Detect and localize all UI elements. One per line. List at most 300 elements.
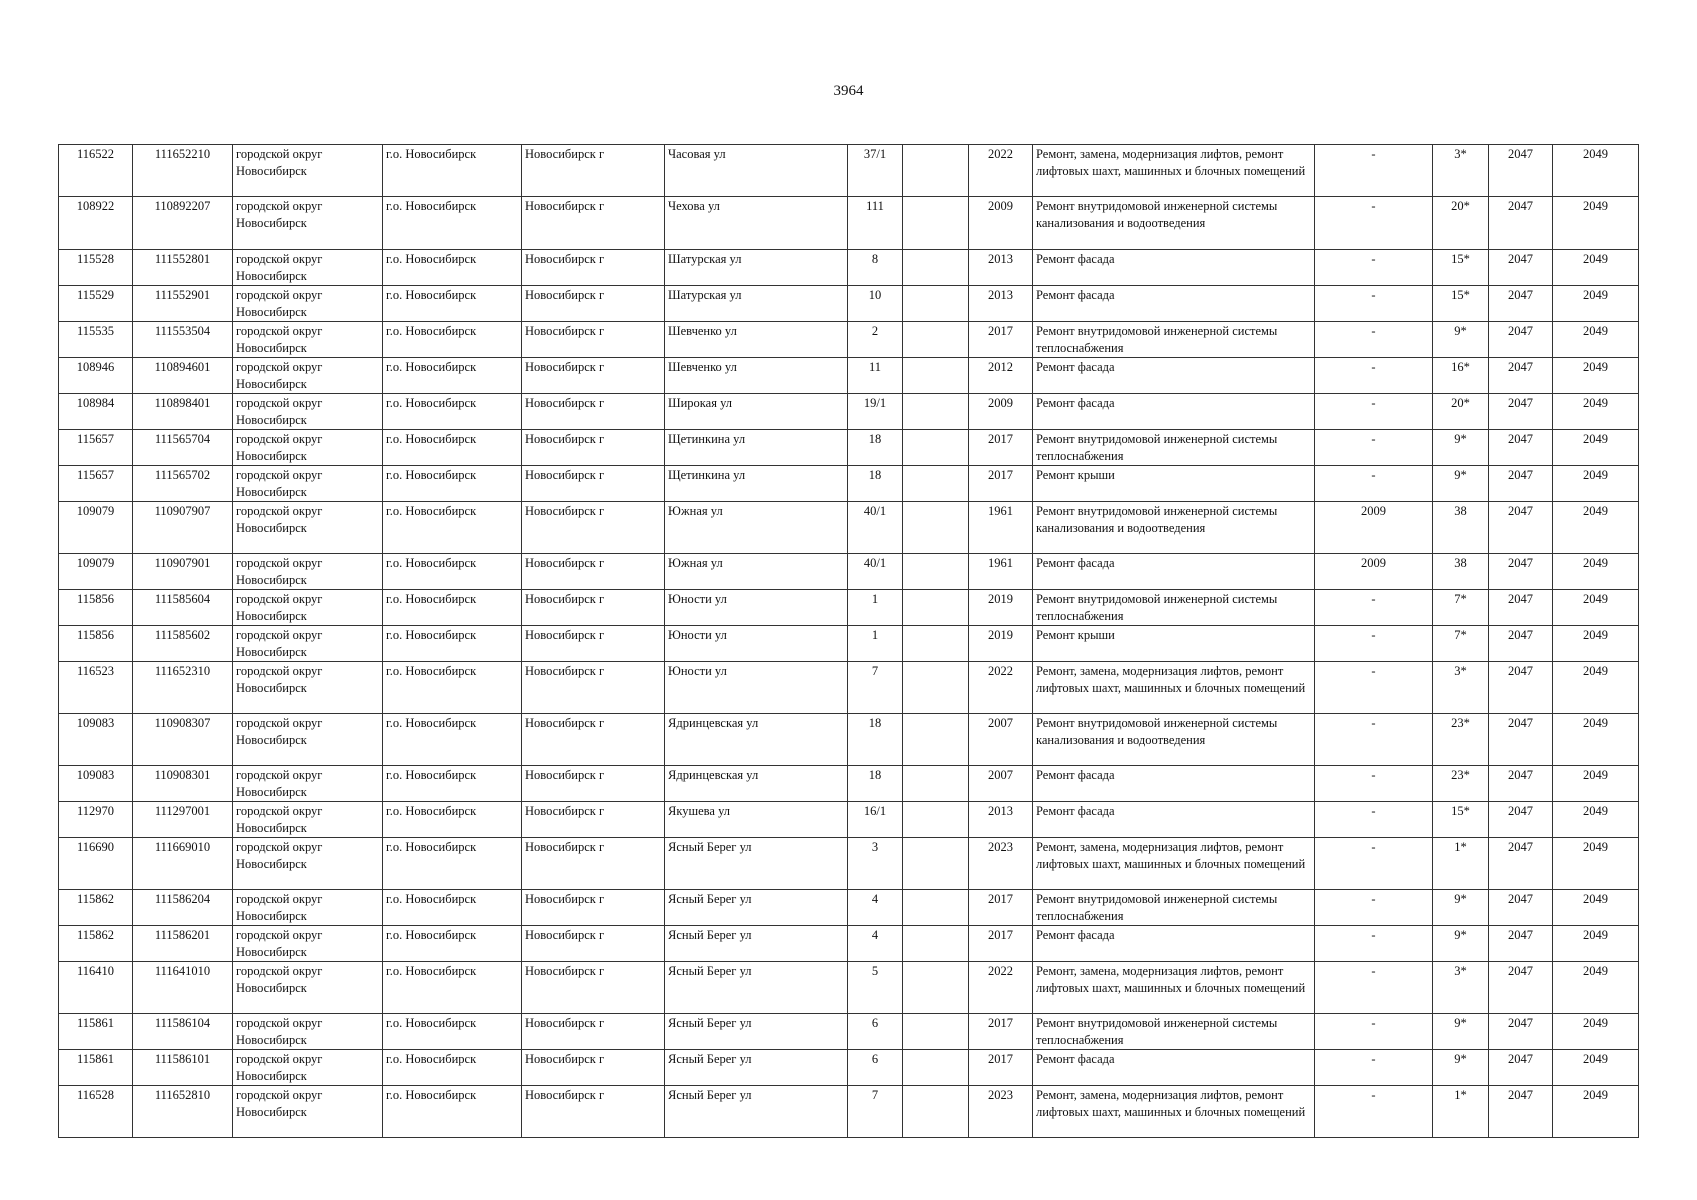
- plan-end-cell: 2049: [1553, 394, 1639, 430]
- table-row: [59, 394, 1639, 430]
- house-id-cell: 108922: [59, 197, 133, 250]
- street-cell: Юности ул: [665, 626, 848, 662]
- table-row: [59, 466, 1639, 502]
- locality-cell: Новосибирск г: [522, 1050, 665, 1086]
- house-id-cell: 109079: [59, 554, 133, 590]
- program-code-cell: 111297001: [133, 802, 233, 838]
- last-repair-year-cell: -: [1315, 962, 1433, 1014]
- plan-start-cell: 2047: [1489, 250, 1553, 286]
- plan-start-cell: 2047: [1489, 714, 1553, 766]
- plan-start-cell: 2047: [1489, 802, 1553, 838]
- registry-body: [59, 145, 1639, 1138]
- last-repair-year-cell: -: [1315, 590, 1433, 626]
- settlement-cell: г.о. Новосибирск: [383, 286, 522, 322]
- municipality-cell: городской округ Новосибирск: [233, 250, 383, 286]
- house-number-cell: 7: [848, 1086, 903, 1138]
- house-id-cell: 115856: [59, 626, 133, 662]
- period-cell: 9*: [1433, 926, 1489, 962]
- period-cell: 9*: [1433, 322, 1489, 358]
- locality-cell: Новосибирск г: [522, 714, 665, 766]
- plan-end-cell: 2049: [1553, 1050, 1639, 1086]
- period-cell: 20*: [1433, 394, 1489, 430]
- table-row: [59, 802, 1639, 838]
- last-repair-year-cell: 2009: [1315, 502, 1433, 554]
- program-code-cell: 111553504: [133, 322, 233, 358]
- municipality-cell: городской округ Новосибирск: [233, 197, 383, 250]
- house-id-cell: 115535: [59, 322, 133, 358]
- table-row: [59, 714, 1639, 766]
- building-cell: [903, 926, 969, 962]
- locality-cell: Новосибирск г: [522, 394, 665, 430]
- registry-table: [58, 144, 1639, 1138]
- period-cell: 3*: [1433, 145, 1489, 197]
- period-cell: 23*: [1433, 714, 1489, 766]
- last-repair-year-cell: 2009: [1315, 554, 1433, 590]
- period-cell: 1*: [1433, 838, 1489, 890]
- building-cell: [903, 358, 969, 394]
- commission-year-cell: 2013: [969, 286, 1033, 322]
- house-number-cell: 111: [848, 197, 903, 250]
- table-row: [59, 838, 1639, 890]
- table-row: [59, 662, 1639, 714]
- last-repair-year-cell: -: [1315, 322, 1433, 358]
- house-number-cell: 7: [848, 662, 903, 714]
- street-cell: Ясный Берег ул: [665, 926, 848, 962]
- program-code-cell: 111641010: [133, 962, 233, 1014]
- plan-end-cell: 2049: [1553, 502, 1639, 554]
- program-code-cell: 110898401: [133, 394, 233, 430]
- work-type-cell: Ремонт фасада: [1033, 286, 1315, 322]
- house-id-cell: 115856: [59, 590, 133, 626]
- work-type-cell: Ремонт крыши: [1033, 626, 1315, 662]
- locality-cell: Новосибирск г: [522, 590, 665, 626]
- plan-start-cell: 2047: [1489, 145, 1553, 197]
- last-repair-year-cell: -: [1315, 250, 1433, 286]
- plan-end-cell: 2049: [1553, 766, 1639, 802]
- house-number-cell: 1: [848, 626, 903, 662]
- street-cell: Ясный Берег ул: [665, 838, 848, 890]
- street-cell: Широкая ул: [665, 394, 848, 430]
- street-cell: Юности ул: [665, 590, 848, 626]
- house-number-cell: 8: [848, 250, 903, 286]
- municipality-cell: городской округ Новосибирск: [233, 322, 383, 358]
- building-cell: [903, 394, 969, 430]
- plan-end-cell: 2049: [1553, 590, 1639, 626]
- house-id-cell: 116410: [59, 962, 133, 1014]
- plan-start-cell: 2047: [1489, 766, 1553, 802]
- commission-year-cell: 2023: [969, 1086, 1033, 1138]
- house-number-cell: 1: [848, 590, 903, 626]
- municipality-cell: городской округ Новосибирск: [233, 286, 383, 322]
- locality-cell: Новосибирск г: [522, 1014, 665, 1050]
- commission-year-cell: 2019: [969, 626, 1033, 662]
- plan-end-cell: 2049: [1553, 250, 1639, 286]
- period-cell: 7*: [1433, 590, 1489, 626]
- locality-cell: Новосибирск г: [522, 466, 665, 502]
- commission-year-cell: 2017: [969, 322, 1033, 358]
- plan-end-cell: 2049: [1553, 466, 1639, 502]
- municipality-cell: городской округ Новосибирск: [233, 430, 383, 466]
- locality-cell: Новосибирск г: [522, 322, 665, 358]
- street-cell: Ясный Берег ул: [665, 1086, 848, 1138]
- work-type-cell: Ремонт фасада: [1033, 358, 1315, 394]
- program-code-cell: 111586204: [133, 890, 233, 926]
- page-number: 3964: [833, 83, 864, 99]
- settlement-cell: г.о. Новосибирск: [383, 430, 522, 466]
- program-code-cell: 111565704: [133, 430, 233, 466]
- work-type-cell: Ремонт внутридомовой инженерной системы теплоснабжения: [1033, 890, 1315, 926]
- program-code-cell: 110908301: [133, 766, 233, 802]
- commission-year-cell: 2017: [969, 430, 1033, 466]
- last-repair-year-cell: -: [1315, 394, 1433, 430]
- settlement-cell: г.о. Новосибирск: [383, 358, 522, 394]
- commission-year-cell: 2009: [969, 197, 1033, 250]
- plan-end-cell: 2049: [1553, 714, 1639, 766]
- street-cell: Ядринцевская ул: [665, 766, 848, 802]
- building-cell: [903, 962, 969, 1014]
- program-code-cell: 111652210: [133, 145, 233, 197]
- house-number-cell: 40/1: [848, 502, 903, 554]
- settlement-cell: г.о. Новосибирск: [383, 554, 522, 590]
- table-row: [59, 962, 1639, 1014]
- table-row: [59, 502, 1639, 554]
- locality-cell: Новосибирск г: [522, 502, 665, 554]
- plan-start-cell: 2047: [1489, 197, 1553, 250]
- plan-start-cell: 2047: [1489, 286, 1553, 322]
- commission-year-cell: 2009: [969, 394, 1033, 430]
- building-cell: [903, 286, 969, 322]
- table-row: [59, 926, 1639, 962]
- plan-start-cell: 2047: [1489, 926, 1553, 962]
- house-id-cell: 116528: [59, 1086, 133, 1138]
- table-row: [59, 1086, 1639, 1138]
- commission-year-cell: 2013: [969, 802, 1033, 838]
- plan-end-cell: 2049: [1553, 286, 1639, 322]
- settlement-cell: г.о. Новосибирск: [383, 926, 522, 962]
- municipality-cell: городской округ Новосибирск: [233, 145, 383, 197]
- table-row: [59, 358, 1639, 394]
- house-number-cell: 16/1: [848, 802, 903, 838]
- municipality-cell: городской округ Новосибирск: [233, 766, 383, 802]
- municipality-cell: городской округ Новосибирск: [233, 502, 383, 554]
- program-code-cell: 110907907: [133, 502, 233, 554]
- municipality-cell: городской округ Новосибирск: [233, 590, 383, 626]
- settlement-cell: г.о. Новосибирск: [383, 890, 522, 926]
- locality-cell: Новосибирск г: [522, 802, 665, 838]
- commission-year-cell: 2017: [969, 1050, 1033, 1086]
- plan-end-cell: 2049: [1553, 890, 1639, 926]
- table-row: [59, 145, 1639, 197]
- last-repair-year-cell: -: [1315, 890, 1433, 926]
- plan-start-cell: 2047: [1489, 1086, 1553, 1138]
- program-code-cell: 111585604: [133, 590, 233, 626]
- settlement-cell: г.о. Новосибирск: [383, 145, 522, 197]
- commission-year-cell: 2012: [969, 358, 1033, 394]
- last-repair-year-cell: -: [1315, 1014, 1433, 1050]
- table-row: [59, 250, 1639, 286]
- period-cell: 9*: [1433, 466, 1489, 502]
- last-repair-year-cell: -: [1315, 466, 1433, 502]
- last-repair-year-cell: -: [1315, 286, 1433, 322]
- last-repair-year-cell: -: [1315, 430, 1433, 466]
- period-cell: 3*: [1433, 662, 1489, 714]
- municipality-cell: городской округ Новосибирск: [233, 802, 383, 838]
- program-code-cell: 111552901: [133, 286, 233, 322]
- building-cell: [903, 466, 969, 502]
- settlement-cell: г.о. Новосибирск: [383, 1086, 522, 1138]
- settlement-cell: г.о. Новосибирск: [383, 662, 522, 714]
- locality-cell: Новосибирск г: [522, 554, 665, 590]
- locality-cell: Новосибирск г: [522, 358, 665, 394]
- house-number-cell: 18: [848, 430, 903, 466]
- program-code-cell: 111652310: [133, 662, 233, 714]
- locality-cell: Новосибирск г: [522, 250, 665, 286]
- commission-year-cell: 1961: [969, 554, 1033, 590]
- building-cell: [903, 322, 969, 358]
- street-cell: Юности ул: [665, 662, 848, 714]
- settlement-cell: г.о. Новосибирск: [383, 802, 522, 838]
- municipality-cell: городской округ Новосибирск: [233, 1050, 383, 1086]
- street-cell: Шевченко ул: [665, 358, 848, 394]
- program-code-cell: 111652810: [133, 1086, 233, 1138]
- settlement-cell: г.о. Новосибирск: [383, 766, 522, 802]
- street-cell: Часовая ул: [665, 145, 848, 197]
- period-cell: 1*: [1433, 1086, 1489, 1138]
- locality-cell: Новосибирск г: [522, 286, 665, 322]
- house-id-cell: 116690: [59, 838, 133, 890]
- building-cell: [903, 626, 969, 662]
- street-cell: Ядринцевская ул: [665, 714, 848, 766]
- work-type-cell: Ремонт, замена, модернизация лифтов, ремонт лифтовых шахт, машинных и блочных помещений: [1033, 962, 1315, 1014]
- period-cell: 15*: [1433, 802, 1489, 838]
- plan-start-cell: 2047: [1489, 554, 1553, 590]
- program-code-cell: 111669010: [133, 838, 233, 890]
- table-row: [59, 1014, 1639, 1050]
- street-cell: Ясный Берег ул: [665, 962, 848, 1014]
- plan-end-cell: 2049: [1553, 1014, 1639, 1050]
- municipality-cell: городской округ Новосибирск: [233, 626, 383, 662]
- work-type-cell: Ремонт фасада: [1033, 250, 1315, 286]
- building-cell: [903, 1050, 969, 1086]
- program-code-cell: 111552801: [133, 250, 233, 286]
- house-id-cell: 108946: [59, 358, 133, 394]
- house-number-cell: 18: [848, 766, 903, 802]
- plan-start-cell: 2047: [1489, 322, 1553, 358]
- commission-year-cell: 2017: [969, 466, 1033, 502]
- municipality-cell: городской округ Новосибирск: [233, 1086, 383, 1138]
- house-number-cell: 6: [848, 1014, 903, 1050]
- municipality-cell: городской округ Новосибирск: [233, 838, 383, 890]
- commission-year-cell: 2019: [969, 590, 1033, 626]
- work-type-cell: Ремонт фасада: [1033, 766, 1315, 802]
- settlement-cell: г.о. Новосибирск: [383, 250, 522, 286]
- house-number-cell: 18: [848, 714, 903, 766]
- last-repair-year-cell: -: [1315, 626, 1433, 662]
- period-cell: 9*: [1433, 890, 1489, 926]
- settlement-cell: г.о. Новосибирск: [383, 626, 522, 662]
- plan-end-cell: 2049: [1553, 926, 1639, 962]
- period-cell: 15*: [1433, 286, 1489, 322]
- locality-cell: Новосибирск г: [522, 962, 665, 1014]
- work-type-cell: Ремонт фасада: [1033, 802, 1315, 838]
- municipality-cell: городской округ Новосибирск: [233, 662, 383, 714]
- settlement-cell: г.о. Новосибирск: [383, 714, 522, 766]
- house-id-cell: 109083: [59, 714, 133, 766]
- municipality-cell: городской округ Новосибирск: [233, 962, 383, 1014]
- house-number-cell: 6: [848, 1050, 903, 1086]
- street-cell: Якушева ул: [665, 802, 848, 838]
- work-type-cell: Ремонт внутридомовой инженерной системы канализования и водоотведения: [1033, 502, 1315, 554]
- plan-end-cell: 2049: [1553, 1086, 1639, 1138]
- table-row: [59, 890, 1639, 926]
- program-code-cell: 110908307: [133, 714, 233, 766]
- street-cell: Ясный Берег ул: [665, 1050, 848, 1086]
- house-number-cell: 2: [848, 322, 903, 358]
- street-cell: Шевченко ул: [665, 322, 848, 358]
- plan-start-cell: 2047: [1489, 358, 1553, 394]
- house-id-cell: 109079: [59, 502, 133, 554]
- building-cell: [903, 766, 969, 802]
- locality-cell: Новосибирск г: [522, 197, 665, 250]
- house-number-cell: 5: [848, 962, 903, 1014]
- house-id-cell: 115862: [59, 890, 133, 926]
- program-code-cell: 111586104: [133, 1014, 233, 1050]
- settlement-cell: г.о. Новосибирск: [383, 197, 522, 250]
- work-type-cell: Ремонт, замена, модернизация лифтов, ремонт лифтовых шахт, машинных и блочных помещений: [1033, 145, 1315, 197]
- settlement-cell: г.о. Новосибирск: [383, 1050, 522, 1086]
- work-type-cell: Ремонт внутридомовой инженерной системы канализования и водоотведения: [1033, 714, 1315, 766]
- period-cell: 7*: [1433, 626, 1489, 662]
- street-cell: Ясный Берег ул: [665, 890, 848, 926]
- commission-year-cell: 2017: [969, 1014, 1033, 1050]
- house-number-cell: 4: [848, 926, 903, 962]
- house-id-cell: 115528: [59, 250, 133, 286]
- period-cell: 38: [1433, 502, 1489, 554]
- settlement-cell: г.о. Новосибирск: [383, 1014, 522, 1050]
- municipality-cell: городской округ Новосибирск: [233, 358, 383, 394]
- house-id-cell: 108984: [59, 394, 133, 430]
- locality-cell: Новосибирск г: [522, 838, 665, 890]
- last-repair-year-cell: -: [1315, 1086, 1433, 1138]
- house-id-cell: 115657: [59, 430, 133, 466]
- plan-end-cell: 2049: [1553, 838, 1639, 890]
- plan-end-cell: 2049: [1553, 962, 1639, 1014]
- building-cell: [903, 1086, 969, 1138]
- house-id-cell: 115529: [59, 286, 133, 322]
- plan-end-cell: 2049: [1553, 430, 1639, 466]
- work-type-cell: Ремонт внутридомовой инженерной системы канализования и водоотведения: [1033, 197, 1315, 250]
- plan-end-cell: 2049: [1553, 626, 1639, 662]
- house-id-cell: 115861: [59, 1014, 133, 1050]
- program-code-cell: 110892207: [133, 197, 233, 250]
- locality-cell: Новосибирск г: [522, 766, 665, 802]
- plan-start-cell: 2047: [1489, 466, 1553, 502]
- commission-year-cell: 2013: [969, 250, 1033, 286]
- settlement-cell: г.о. Новосибирск: [383, 590, 522, 626]
- plan-start-cell: 2047: [1489, 890, 1553, 926]
- commission-year-cell: 2023: [969, 838, 1033, 890]
- building-cell: [903, 838, 969, 890]
- plan-start-cell: 2047: [1489, 430, 1553, 466]
- commission-year-cell: 2017: [969, 890, 1033, 926]
- building-cell: [903, 430, 969, 466]
- last-repair-year-cell: -: [1315, 802, 1433, 838]
- plan-end-cell: 2049: [1553, 145, 1639, 197]
- municipality-cell: городской округ Новосибирск: [233, 394, 383, 430]
- work-type-cell: Ремонт фасада: [1033, 1050, 1315, 1086]
- last-repair-year-cell: -: [1315, 197, 1433, 250]
- last-repair-year-cell: -: [1315, 714, 1433, 766]
- work-type-cell: Ремонт, замена, модернизация лифтов, ремонт лифтовых шахт, машинных и блочных помещений: [1033, 838, 1315, 890]
- last-repair-year-cell: -: [1315, 358, 1433, 394]
- work-type-cell: Ремонт крыши: [1033, 466, 1315, 502]
- locality-cell: Новосибирск г: [522, 626, 665, 662]
- plan-start-cell: 2047: [1489, 962, 1553, 1014]
- settlement-cell: г.о. Новосибирск: [383, 962, 522, 1014]
- table-row: [59, 286, 1639, 322]
- municipality-cell: городской округ Новосибирск: [233, 714, 383, 766]
- settlement-cell: г.о. Новосибирск: [383, 838, 522, 890]
- plan-start-cell: 2047: [1489, 662, 1553, 714]
- commission-year-cell: 2022: [969, 662, 1033, 714]
- program-code-cell: 110907901: [133, 554, 233, 590]
- locality-cell: Новосибирск г: [522, 145, 665, 197]
- house-number-cell: 11: [848, 358, 903, 394]
- locality-cell: Новосибирск г: [522, 662, 665, 714]
- building-cell: [903, 1014, 969, 1050]
- period-cell: 9*: [1433, 1050, 1489, 1086]
- building-cell: [903, 714, 969, 766]
- period-cell: 38: [1433, 554, 1489, 590]
- municipality-cell: городской округ Новосибирск: [233, 554, 383, 590]
- work-type-cell: Ремонт, замена, модернизация лифтов, ремонт лифтовых шахт, машинных и блочных помещений: [1033, 662, 1315, 714]
- commission-year-cell: 2017: [969, 926, 1033, 962]
- period-cell: 20*: [1433, 197, 1489, 250]
- work-type-cell: Ремонт, замена, модернизация лифтов, ремонт лифтовых шахт, машинных и блочных помещений: [1033, 1086, 1315, 1138]
- house-id-cell: 109083: [59, 766, 133, 802]
- locality-cell: Новосибирск г: [522, 890, 665, 926]
- last-repair-year-cell: -: [1315, 926, 1433, 962]
- program-code-cell: 111586201: [133, 926, 233, 962]
- locality-cell: Новосибирск г: [522, 1086, 665, 1138]
- street-cell: Чехова ул: [665, 197, 848, 250]
- plan-start-cell: 2047: [1489, 590, 1553, 626]
- table-row: [59, 197, 1639, 250]
- building-cell: [903, 502, 969, 554]
- table-row: [59, 626, 1639, 662]
- period-cell: 9*: [1433, 1014, 1489, 1050]
- plan-start-cell: 2047: [1489, 502, 1553, 554]
- settlement-cell: г.о. Новосибирск: [383, 502, 522, 554]
- last-repair-year-cell: -: [1315, 838, 1433, 890]
- building-cell: [903, 890, 969, 926]
- table-row: [59, 554, 1639, 590]
- house-number-cell: 3: [848, 838, 903, 890]
- work-type-cell: Ремонт фасада: [1033, 554, 1315, 590]
- last-repair-year-cell: -: [1315, 662, 1433, 714]
- commission-year-cell: 1961: [969, 502, 1033, 554]
- building-cell: [903, 197, 969, 250]
- house-id-cell: 115862: [59, 926, 133, 962]
- settlement-cell: г.о. Новосибирск: [383, 394, 522, 430]
- work-type-cell: Ремонт внутридомовой инженерной системы теплоснабжения: [1033, 430, 1315, 466]
- building-cell: [903, 662, 969, 714]
- settlement-cell: г.о. Новосибирск: [383, 466, 522, 502]
- locality-cell: Новосибирск г: [522, 430, 665, 466]
- building-cell: [903, 554, 969, 590]
- municipality-cell: городской округ Новосибирск: [233, 466, 383, 502]
- period-cell: 9*: [1433, 430, 1489, 466]
